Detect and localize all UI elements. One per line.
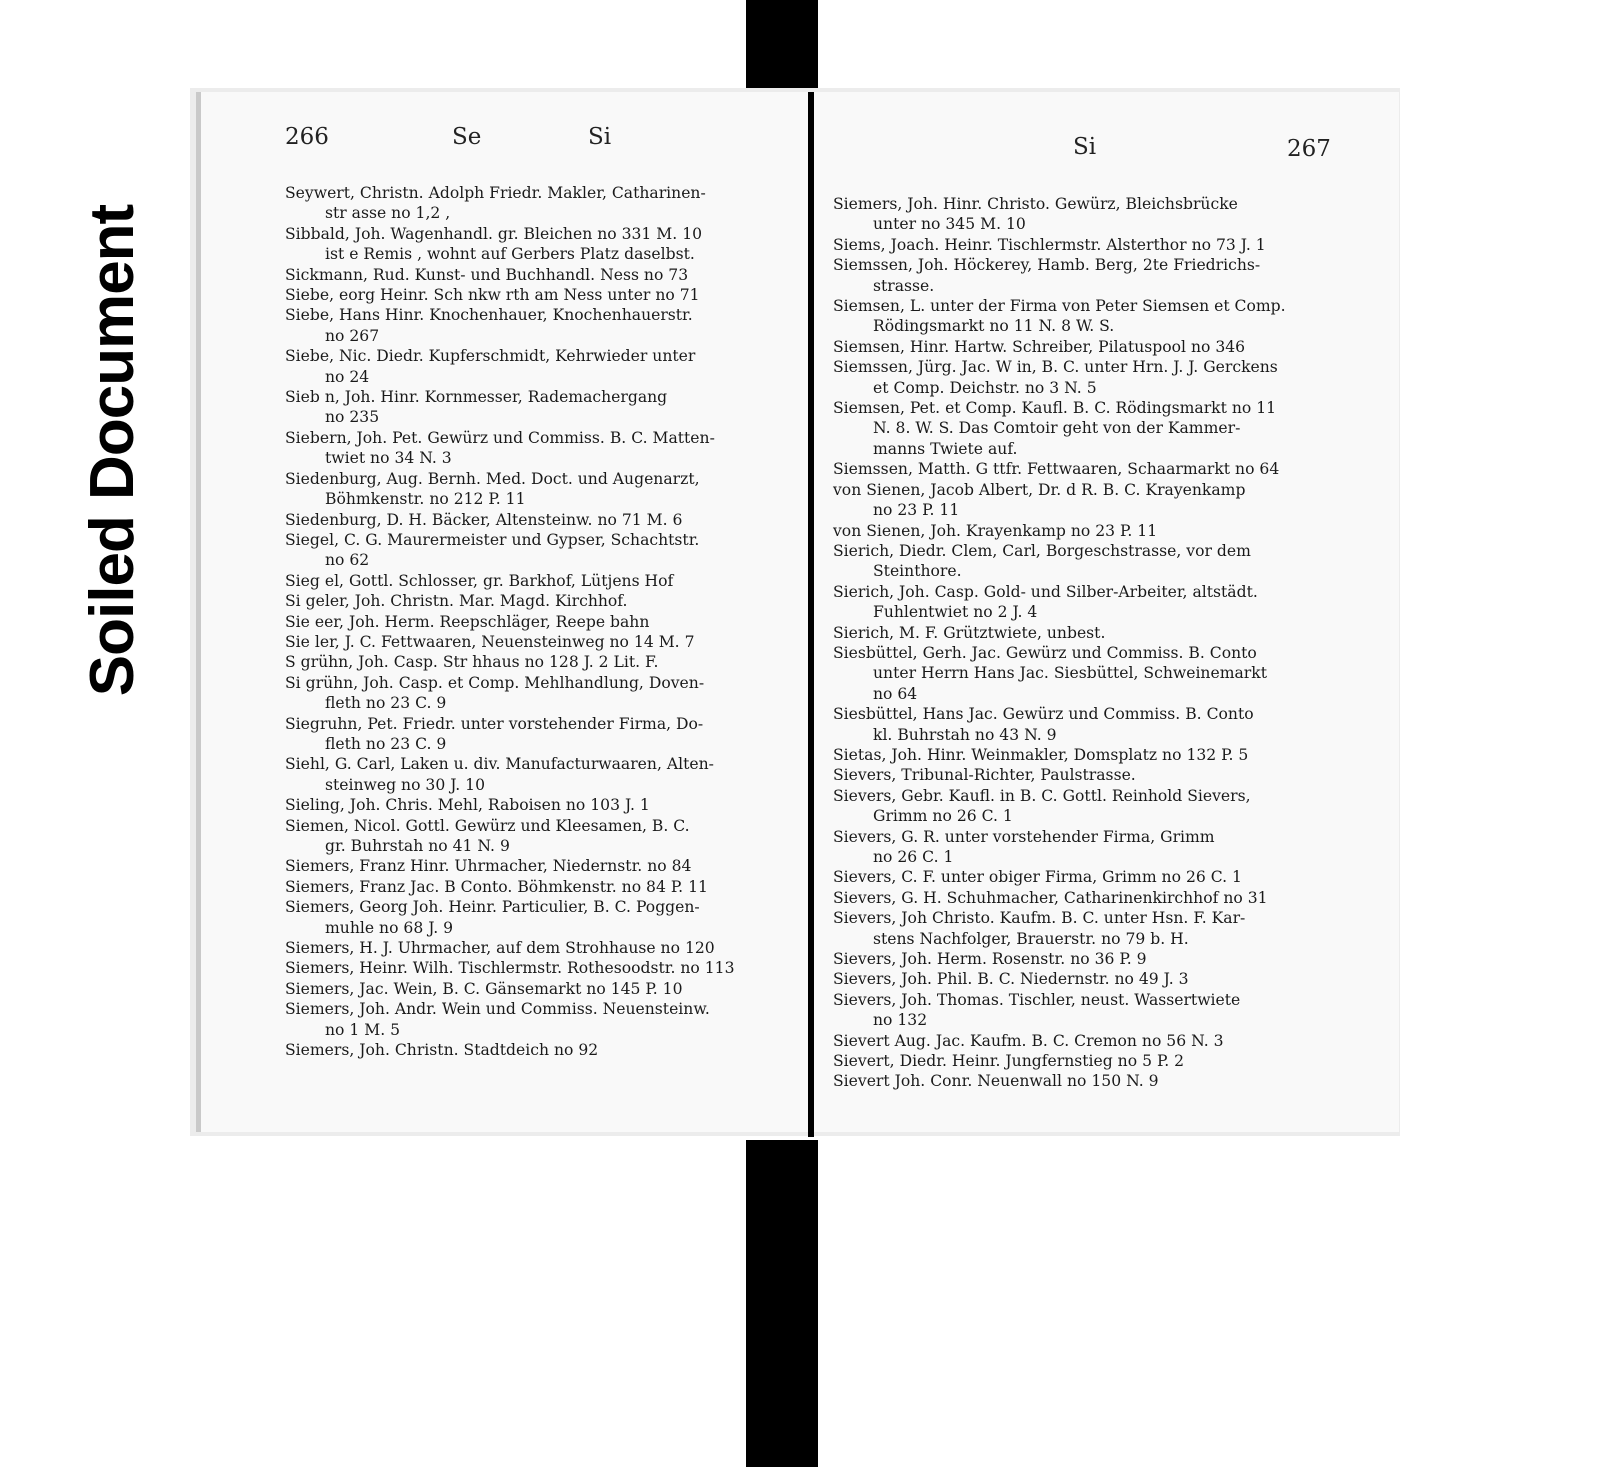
entry-line: Sie ler, J. C. Fettwaaren, Neuensteinweg no 14 M. 7 <box>285 632 695 651</box>
directory-entry <box>833 1051 1343 1071</box>
entry-line: Sierich, Diedr. Clem, Carl, Borgeschstrasse, vor dem <box>833 541 1251 560</box>
entry-continuation: stens Nachfolger, Brauerstr. no 79 b. H. <box>873 929 1189 948</box>
directory-entry <box>833 765 1343 785</box>
entry-line: S grühn, Joh. Casp. Str hhaus no 128 J. 2 Lit. F. <box>285 653 659 672</box>
entry-line: Sievers, Joh. Thomas. Tischler, neust. Wassertwiete <box>833 990 1241 1009</box>
directory-entry <box>285 571 790 591</box>
directory-entry <box>833 582 1343 623</box>
entry-continuation: no 24 <box>325 367 370 386</box>
entry-continuation: gr. Buhrstah no 41 N. 9 <box>325 837 510 855</box>
directory-entry <box>833 745 1343 765</box>
directory-entry <box>285 938 790 958</box>
book-gutter <box>808 92 814 1137</box>
entry-line: Sievert, Diedr. Heinr. Jungfernstieg no 5 P. 2 <box>833 1052 1185 1071</box>
entry-line: Siedenburg, Aug. Bernh. Med. Doct. und Augenarzt, <box>285 469 700 488</box>
entry-line: Siebe, Nic. Diedr. Kupferschmidt, Kehrwieder unter <box>285 347 696 366</box>
entry-line: Siemssen, Joh. Höckerey, Hamb. Berg, 2te Friedrichs- <box>833 256 1261 275</box>
directory-entry <box>285 979 790 999</box>
directory-entry <box>833 1071 1343 1091</box>
entry-line: Siebe, Hans Hinr. Knochenhauer, Knochenhauerstr. <box>285 306 693 325</box>
entry-continuation: N. 8. W. S. Das Comtoir geht von der Kammer- <box>873 419 1241 438</box>
directory-entry <box>285 714 790 755</box>
directory-entry <box>285 387 790 428</box>
entry-line: Siemers, Joh. Andr. Wein und Commiss. Neuensteinw. <box>285 1000 710 1019</box>
entry-line: Siemers, Heinr. Wilh. Tischlermstr. Rothesoodstr. no 113 <box>285 959 735 978</box>
entry-line: Sieling, Joh. Chris. Mehl, Raboisen no 103 J. 1 <box>285 796 650 815</box>
entry-continuation: no 64 <box>873 684 918 703</box>
entry-line: Siemers, Franz Hinr. Uhrmacher, Niedernstr. no 84 <box>285 857 692 876</box>
scanner-bar-top <box>746 0 818 92</box>
right-running-head: Si <box>1073 134 1097 160</box>
entry-line: Sie eer, Joh. Herm. Reepschläger, Reepe bahn <box>285 612 650 631</box>
entry-line: Sieg el, Gottl. Schlosser, gr. Barkhof, Lütjens Hof <box>285 571 674 590</box>
entry-continuation: str asse no 1,2 , <box>325 204 451 223</box>
entry-line: Sievert Joh. Conr. Neuenwall no 150 N. 9 <box>833 1072 1159 1091</box>
left-entry-list <box>285 183 790 1060</box>
directory-entry <box>833 786 1343 827</box>
entry-continuation: unter Herrn Hans Jac. Siesbüttel, Schweinemarkt <box>873 664 1267 683</box>
directory-entry <box>833 459 1343 479</box>
entry-line: Siemers, Franz Jac. B Conto. Böhmkenstr. no 84 P. 11 <box>285 877 708 896</box>
entry-line: Si grühn, Joh. Casp. et Comp. Mehlhandlung, Doven- <box>285 673 705 692</box>
directory-entry <box>285 510 790 530</box>
directory-entry <box>833 296 1343 337</box>
entry-line: Siedenburg, D. H. Bäcker, Altensteinw. no 71 M. 6 <box>285 510 683 529</box>
directory-entry <box>285 856 790 876</box>
entry-line: Sievert Aug. Jac. Kaufm. B. C. Cremon no 56 N. 3 <box>833 1031 1224 1050</box>
right-page-number: 267 <box>1287 136 1331 162</box>
entry-line: Seywert, Christn. Adolph Friedr. Makler, Catharinen- <box>285 184 706 202</box>
entry-line: Siemssen, Matth. G ttfr. Fettwaaren, Schaarmarkt no 64 <box>833 460 1280 479</box>
side-label-text: Soiled Document <box>78 204 148 696</box>
directory-entry <box>285 652 790 672</box>
entry-continuation: manns Twiete auf. <box>873 439 1018 458</box>
directory-entry <box>285 999 790 1040</box>
entry-line: Sibbald, Joh. Wagenhandl. gr. Bleichen no 331 M. 10 <box>285 224 703 243</box>
entry-continuation: strasse. <box>873 276 935 295</box>
entry-continuation: Steinthore. <box>873 562 962 581</box>
entry-line: Sievers, Tribunal-Richter, Paulstrasse. <box>833 766 1136 785</box>
directory-entry <box>833 969 1343 989</box>
entry-line: Siemers, H. J. Uhrmacher, auf dem Strohhause no 120 <box>285 939 715 958</box>
entry-line: Sievers, G. R. unter vorstehender Firma, Grimm <box>833 827 1215 846</box>
entry-line: Siesbüttel, Hans Jac. Gewürz und Commiss. B. Conto <box>833 705 1254 724</box>
directory-entry <box>285 795 790 815</box>
scanner-bar-bottom <box>746 1140 818 1467</box>
entry-continuation: Rödingsmarkt no 11 N. 8 W. S. <box>873 317 1115 336</box>
directory-entry <box>833 704 1343 745</box>
entry-continuation: no 23 P. 11 <box>873 501 960 520</box>
directory-entry <box>833 908 1343 949</box>
directory-entry <box>285 754 790 795</box>
directory-entry <box>833 398 1343 459</box>
entry-continuation: kl. Buhrstah no 43 N. 9 <box>873 725 1057 744</box>
entry-continuation: ist e Remis , wohnt auf Gerbers Platz daselbst. <box>325 245 695 264</box>
entry-line: von Sienen, Joh. Krayenkamp no 23 P. 11 <box>833 521 1158 540</box>
entry-line: Sierich, Joh. Casp. Gold- und Silber-Arbeiter, altstädt. <box>833 582 1258 601</box>
entry-continuation: twiet no 34 N. 3 <box>325 449 452 468</box>
entry-line: Siemers, Joh. Hinr. Christo. Gewürz, Bleichsbrücke <box>833 195 1238 213</box>
entry-line: Sievers, Joh Christo. Kaufm. B. C. unter Hsn. F. Kar- <box>833 909 1246 928</box>
entry-line: Sievers, C. F. unter obiger Firma, Grimm no 26 C. 1 <box>833 868 1242 887</box>
entry-line: Siebern, Joh. Pet. Gewürz und Commiss. B. C. Matten- <box>285 428 715 447</box>
entry-continuation: no 235 <box>325 408 380 427</box>
directory-entry <box>833 194 1343 235</box>
directory-entry <box>833 480 1343 521</box>
entry-line: Siemers, Georg Joh. Heinr. Particulier, B. C. Poggen- <box>285 898 700 917</box>
directory-entry <box>833 990 1343 1031</box>
directory-entry <box>285 305 790 346</box>
directory-entry <box>833 337 1343 357</box>
directory-entry <box>285 1040 790 1060</box>
directory-entry <box>285 285 790 305</box>
entry-continuation: no 132 <box>873 1011 928 1030</box>
entry-continuation: no 62 <box>325 551 370 570</box>
directory-entry <box>285 816 790 857</box>
entry-line: von Sienen, Jacob Albert, Dr. d R. B. C. Krayenkamp <box>833 480 1246 499</box>
directory-entry <box>833 888 1343 908</box>
entry-continuation: no 26 C. 1 <box>873 848 954 866</box>
directory-entry <box>285 591 790 611</box>
directory-entry <box>833 235 1343 255</box>
entry-line: Sierich, M. F. Grütztwiete, unbest. <box>833 623 1106 642</box>
entry-line: Siems, Joach. Heinr. Tischlermstr. Alsterthor no 73 J. 1 <box>833 235 1266 254</box>
entry-line: Siegel, C. G. Maurermeister und Gypser, Schachtstr. <box>285 530 700 549</box>
entry-line: Sievers, Joh. Herm. Rosenstr. no 36 P. 9 <box>833 950 1147 969</box>
entry-line: Si geler, Joh. Christn. Mar. Magd. Kirchhof. <box>285 592 628 611</box>
directory-entry <box>285 632 790 652</box>
directory-entry <box>285 958 790 978</box>
entry-line: Sickmann, Rud. Kunst- und Buchhandl. Ness no 73 <box>285 265 689 284</box>
directory-entry <box>285 877 790 897</box>
directory-entry <box>833 827 1343 868</box>
entry-continuation: Böhmkenstr. no 212 P. 11 <box>325 490 526 509</box>
entry-line: Siemssen, Jürg. Jac. W in, B. C. unter Hrn. J. J. Gerckens <box>833 358 1278 377</box>
directory-entry <box>833 623 1343 643</box>
entry-continuation: no 267 <box>325 326 380 345</box>
directory-entry <box>285 224 790 265</box>
entry-continuation: et Comp. Deichstr. no 3 N. 5 <box>873 378 1097 397</box>
directory-entry <box>833 949 1343 969</box>
directory-entry <box>285 612 790 632</box>
left-running-head-1: Se <box>452 124 482 150</box>
directory-entry <box>833 1031 1343 1051</box>
entry-line: Sietas, Joh. Hinr. Weinmakler, Domsplatz no 132 P. 5 <box>833 745 1249 764</box>
entry-continuation: no 1 M. 5 <box>325 1020 401 1039</box>
entry-line: Siemsen, Hinr. Hartw. Schreiber, Pilatuspool no 346 <box>833 337 1246 356</box>
entry-line: Siebe, eorg Heinr. Sch nkw rth am Ness unter no 71 <box>285 286 700 305</box>
directory-entry <box>285 469 790 510</box>
directory-entry <box>285 897 790 938</box>
entry-line: Sievers, Gebr. Kaufl. in B. C. Gottl. Reinhold Sievers, <box>833 786 1251 805</box>
directory-entry <box>833 255 1343 296</box>
directory-entry <box>285 673 790 714</box>
entry-line: Sievers, G. H. Schuhmacher, Catharinenkirchhof no 31 <box>833 888 1268 907</box>
entry-line: Siemen, Nicol. Gottl. Gewürz und Kleesamen, B. C. <box>285 816 690 835</box>
entry-continuation: fleth no 23 C. 9 <box>325 694 447 713</box>
entry-continuation: Grimm no 26 C. 1 <box>873 807 1013 826</box>
entry-line: Siemsen, Pet. et Comp. Kaufl. B. C. Rödingsmarkt no 11 <box>833 399 1277 418</box>
entry-line: Siemers, Jac. Wein, B. C. Gänsemarkt no 145 P. 10 <box>285 979 683 998</box>
directory-entry <box>285 346 790 387</box>
entry-line: Siegruhn, Pet. Friedr. unter vorstehender Firma, Do- <box>285 714 704 733</box>
entry-line: Siemsen, L. unter der Firma von Peter Siemsen et Comp. <box>833 297 1286 316</box>
directory-entry <box>833 643 1343 704</box>
left-page-number: 266 <box>285 124 329 150</box>
entry-continuation: fleth no 23 C. 9 <box>325 734 447 753</box>
side-label <box>58 180 168 720</box>
entry-continuation: unter no 345 M. 10 <box>873 215 1026 234</box>
directory-entry <box>833 521 1343 541</box>
directory-entry <box>285 428 790 469</box>
entry-line: Siemers, Joh. Christn. Stadtdeich no 92 <box>285 1041 599 1060</box>
entry-line: Siesbüttel, Gerh. Jac. Gewürz und Commiss. B. Conto <box>833 643 1257 662</box>
entry-continuation: muhle no 68 J. 9 <box>325 918 454 937</box>
entry-continuation: steinweg no 30 J. 10 <box>325 775 486 794</box>
directory-entry <box>833 867 1343 887</box>
entry-line: Sievers, Joh. Phil. B. C. Niedernstr. no 49 J. 3 <box>833 970 1189 989</box>
directory-entry <box>285 530 790 571</box>
entry-line: Sieb n, Joh. Hinr. Kornmesser, Rademachergang <box>285 388 668 407</box>
right-entry-list <box>833 194 1343 1092</box>
entry-line: Siehl, G. Carl, Laken u. div. Manufacturwaaren, Alten- <box>285 755 714 774</box>
directory-entry <box>833 357 1343 398</box>
entry-continuation: Fuhlentwiet no 2 J. 4 <box>873 603 1038 622</box>
left-running-head-2: Si <box>588 124 612 150</box>
directory-entry <box>833 541 1343 582</box>
directory-entry <box>285 265 790 285</box>
directory-entry <box>285 183 790 224</box>
